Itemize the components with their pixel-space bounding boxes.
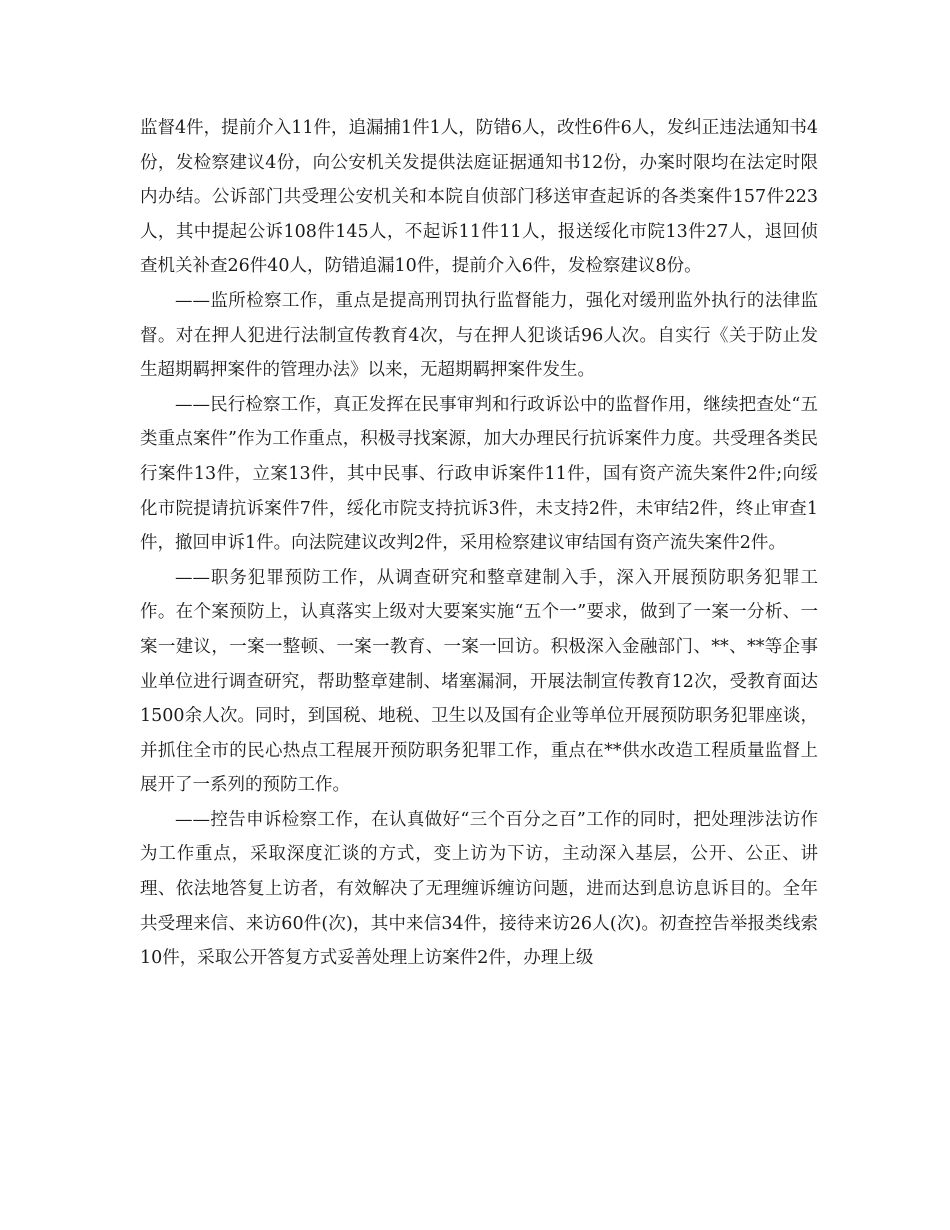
paragraph-prosecution-summary: 监督4件，提前介入11件，追漏捕1件1人，防错6人，改性6件6人，发纠正违法通知书4份，发检察建议4份，向公安机关发提供法庭证据通知书12份，办案时限均在法定时限内办结。公诉部门共受理公安机关和本院自侦部门移送审查起诉的各类案件157件223人，其中提起公诉108件145人，不起诉11件11人，报送绥化市院13件27人，退回侦查机关补查26件40人，防错追漏10件，提前介入6件，发检察建议8份。 [140, 118, 818, 277]
paragraph-crime-prevention: ——职务犯罪预防工作，从调查研究和整章建制入手，深入开展预防职务犯罪工作。在个案预防上，认真落实上级对大要案实施“五个一”要求，做到了一案一分析、一案一建议，一案一整顿、一案一教育、一案一回访。积极深入金融部门、**、**等企事业单位进行调查研究，帮助整章建制、堵塞漏洞，开展法制宣传教育12次，受教育面达1500余人次。同时，到国税、地税、卫生以及国有企业等单位开展预防职务犯罪座谈，并抓住全市的民心热点工程展开预防职务犯罪工作，重点在**供水改造工程质量监督上展开了一系列的预防工作。 [140, 567, 818, 796]
paragraph-civil-administrative: ——民行检察工作，真正发挥在民事审判和行政诉讼中的监督作用，继续把查处“五类重点案件”作为工作重点，积极寻找案源，加大办理民行抗诉案件力度。共受理各类民行案件13件，立案13件，其中民事、行政申诉案件11件，国有资产流失案件2件;向绥化市院提请抗诉案件7件，绥化市院支持抗诉3件，未支持2件，未审结2件，终止审查1件，撤回申诉1件。向法院建议改判2件，采用检察建议审结国有资产流失案件2件。 [140, 394, 818, 554]
document-page [140, 111, 818, 976]
paragraph-prison-inspection: ——监所检察工作，重点是提高刑罚执行监督能力，强化对缓刑监外执行的法律监督。对在押人犯进行法制宣传教育4次，与在押人犯谈话96人次。自实行《关于防止发生超期羁押案件的管理办法》以来，无超期羁押案件发生。 [140, 290, 818, 381]
paragraph-complaints-appeals: ——控告申诉检察工作，在认真做好“三个百分之百”工作的同时，把处理涉法访作为工作重点，采取深度汇谈的方式，变上访为下访，主动深入基层，公开、公正、讲理、依法地答复上访者，有效解决了无理缠诉缠访问题，进而达到息访息诉目的。全年共受理来信、来访60件(次)，其中来信34件，接待来访26人(次)。初查控告举报类线索10件，采取公开答复方式妥善处理上访案件2件，办理上级 [140, 809, 818, 969]
